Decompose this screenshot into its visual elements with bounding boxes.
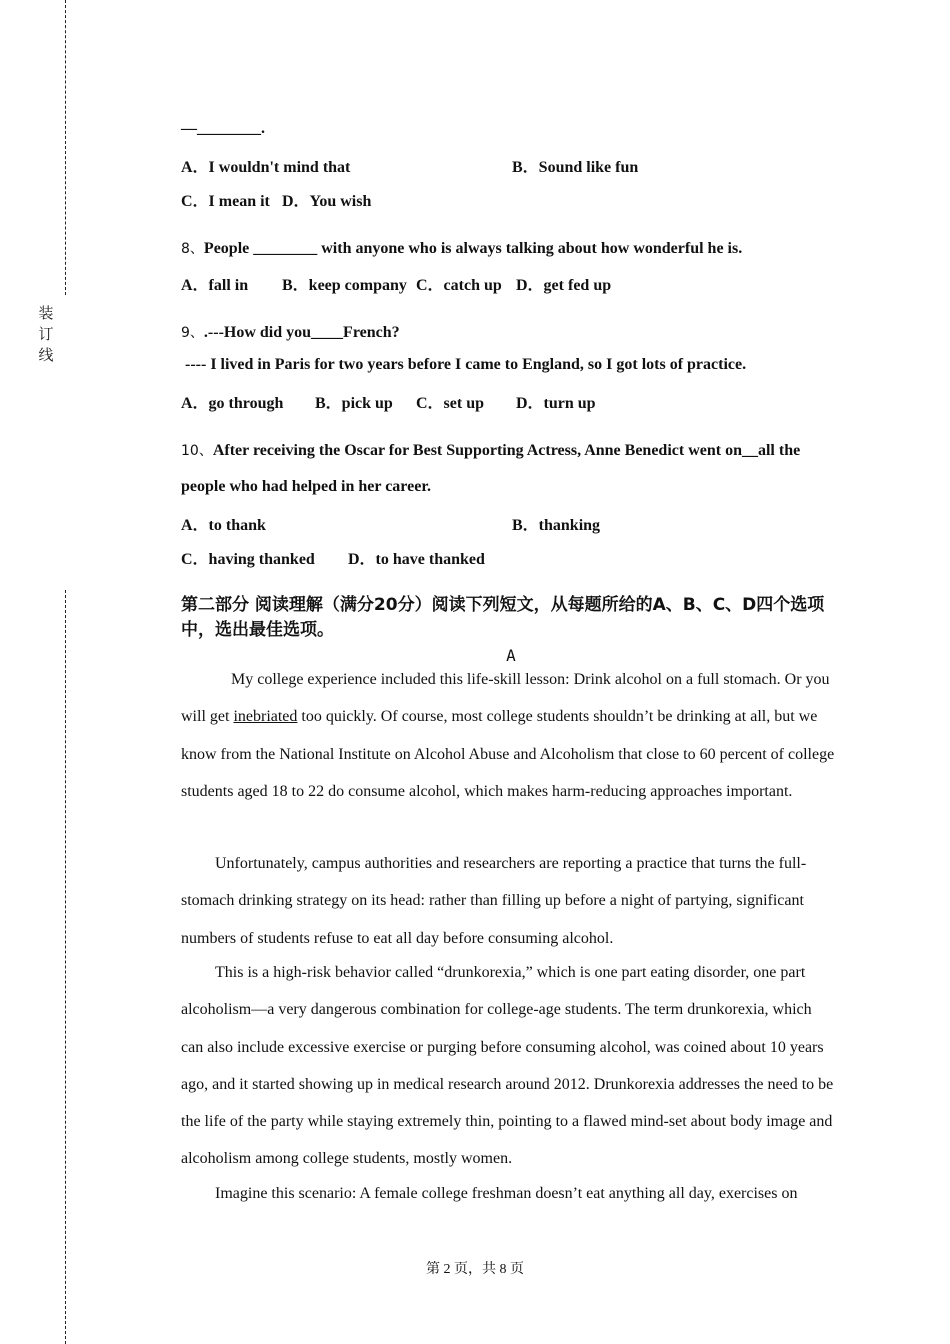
q8-number: 8、	[181, 241, 204, 257]
q9-option-b: B．pick up	[315, 395, 393, 412]
passage-paragraph-4: Imagine this scenario: A female college freshman doesn’t eat anything all day, exercises on	[215, 1185, 798, 1202]
q8-option-c: C．catch up	[416, 277, 502, 294]
q10-option-c: C．having thanked	[181, 551, 315, 568]
q7-option-b: B．Sound like fun	[512, 159, 639, 176]
q8-option-a: A．fall in	[181, 277, 249, 294]
q7-option-d: D．You wish	[282, 193, 372, 210]
page-footer: 第 2 页，共 8 页	[426, 1262, 524, 1277]
passage-paragraph-3: This is a high-risk behavior called “drunkorexia,” which is one part eating disorder, one part alcoholism—a very dangerous combination for college-age students. The term drunkorexia, which can also include excessive exercise or purging before consuming alcohol, was coined about 10 years ago, and it started showing up in medical research around 2012. Drunkorexia addresses the need to be the life of the party while staying extremely thin, pointing to a flawed mind-set about body image and alcoholism among college students, mostly women.	[181, 964, 834, 1168]
section-title: 第二部分 阅读理解（满分20分）阅读下列短文，从每题所给的A、B、C、D四个选项中，选出最佳选项。	[181, 595, 825, 640]
binding-line-bottom	[65, 590, 66, 1344]
q10-option-b: B．thanking	[512, 517, 601, 534]
q9-stem	[181, 322, 400, 342]
q8-stem	[181, 238, 742, 258]
binding-label	[37, 303, 55, 366]
q10-option-a: A．to thank	[181, 517, 266, 534]
underlined-word: inebriated	[233, 708, 298, 726]
q10-stem-line2: people who had helped in her career.	[181, 478, 431, 495]
q10-option-d: D．to have thanked	[348, 551, 485, 568]
q7-option-a: A．I wouldn't mind that	[181, 159, 351, 176]
p1-text-end: too quickly. Of course, most college students shouldn’t be drinking at all, but we know from the National Institute on Alcohol Abuse and Alcoholism that close to 60 percent of college students aged 18 to 22 do consume alcohol, which makes harm-reducing approaches important.	[181, 708, 835, 800]
q9-option-d: D．turn up	[516, 395, 596, 412]
q10-number: 10、	[181, 443, 213, 459]
q9-option-a: A．go through	[181, 395, 284, 412]
binding-line-top	[65, 0, 66, 295]
q9-stem-line2: ---- I lived in Paris for two years before I came to England, so I got lots of practice.	[181, 356, 747, 373]
passage-paragraph-1	[181, 661, 836, 810]
q7-blank-line: —________.	[181, 120, 265, 137]
p1-text-start: My college experience included this life-skill lesson: Drink alcohol on a full stomach. Or you will get	[181, 671, 830, 726]
q9-number: 9、	[181, 325, 204, 341]
q8-text: People ________ with anyone who is always talking about how wonderful he is.	[203, 240, 743, 257]
q10-stem	[181, 440, 800, 460]
passage-letter: A	[506, 646, 516, 665]
q8-option-d: D．get fed up	[516, 277, 612, 294]
binding-char: 订	[38, 325, 54, 343]
q10-text: After receiving the Oscar for Best Supporting Actress, Anne Benedict went on__all the	[212, 442, 801, 459]
passage-paragraph-2: Unfortunately, campus authorities and researchers are reporting a practice that turns the full-stomach drinking strategy on its head: rather than filling up before a night of partying, significant numbers of students refuse to eat all day before consuming alcohol.	[181, 855, 807, 947]
q9-text: .---How did you____French?	[203, 324, 400, 341]
q7-option-c: C．I mean it	[181, 193, 270, 210]
q9-option-c: C．set up	[416, 395, 485, 412]
q8-option-b: B．keep company	[282, 277, 407, 294]
binding-char: 线	[38, 346, 54, 364]
binding-char: 装	[38, 304, 54, 322]
